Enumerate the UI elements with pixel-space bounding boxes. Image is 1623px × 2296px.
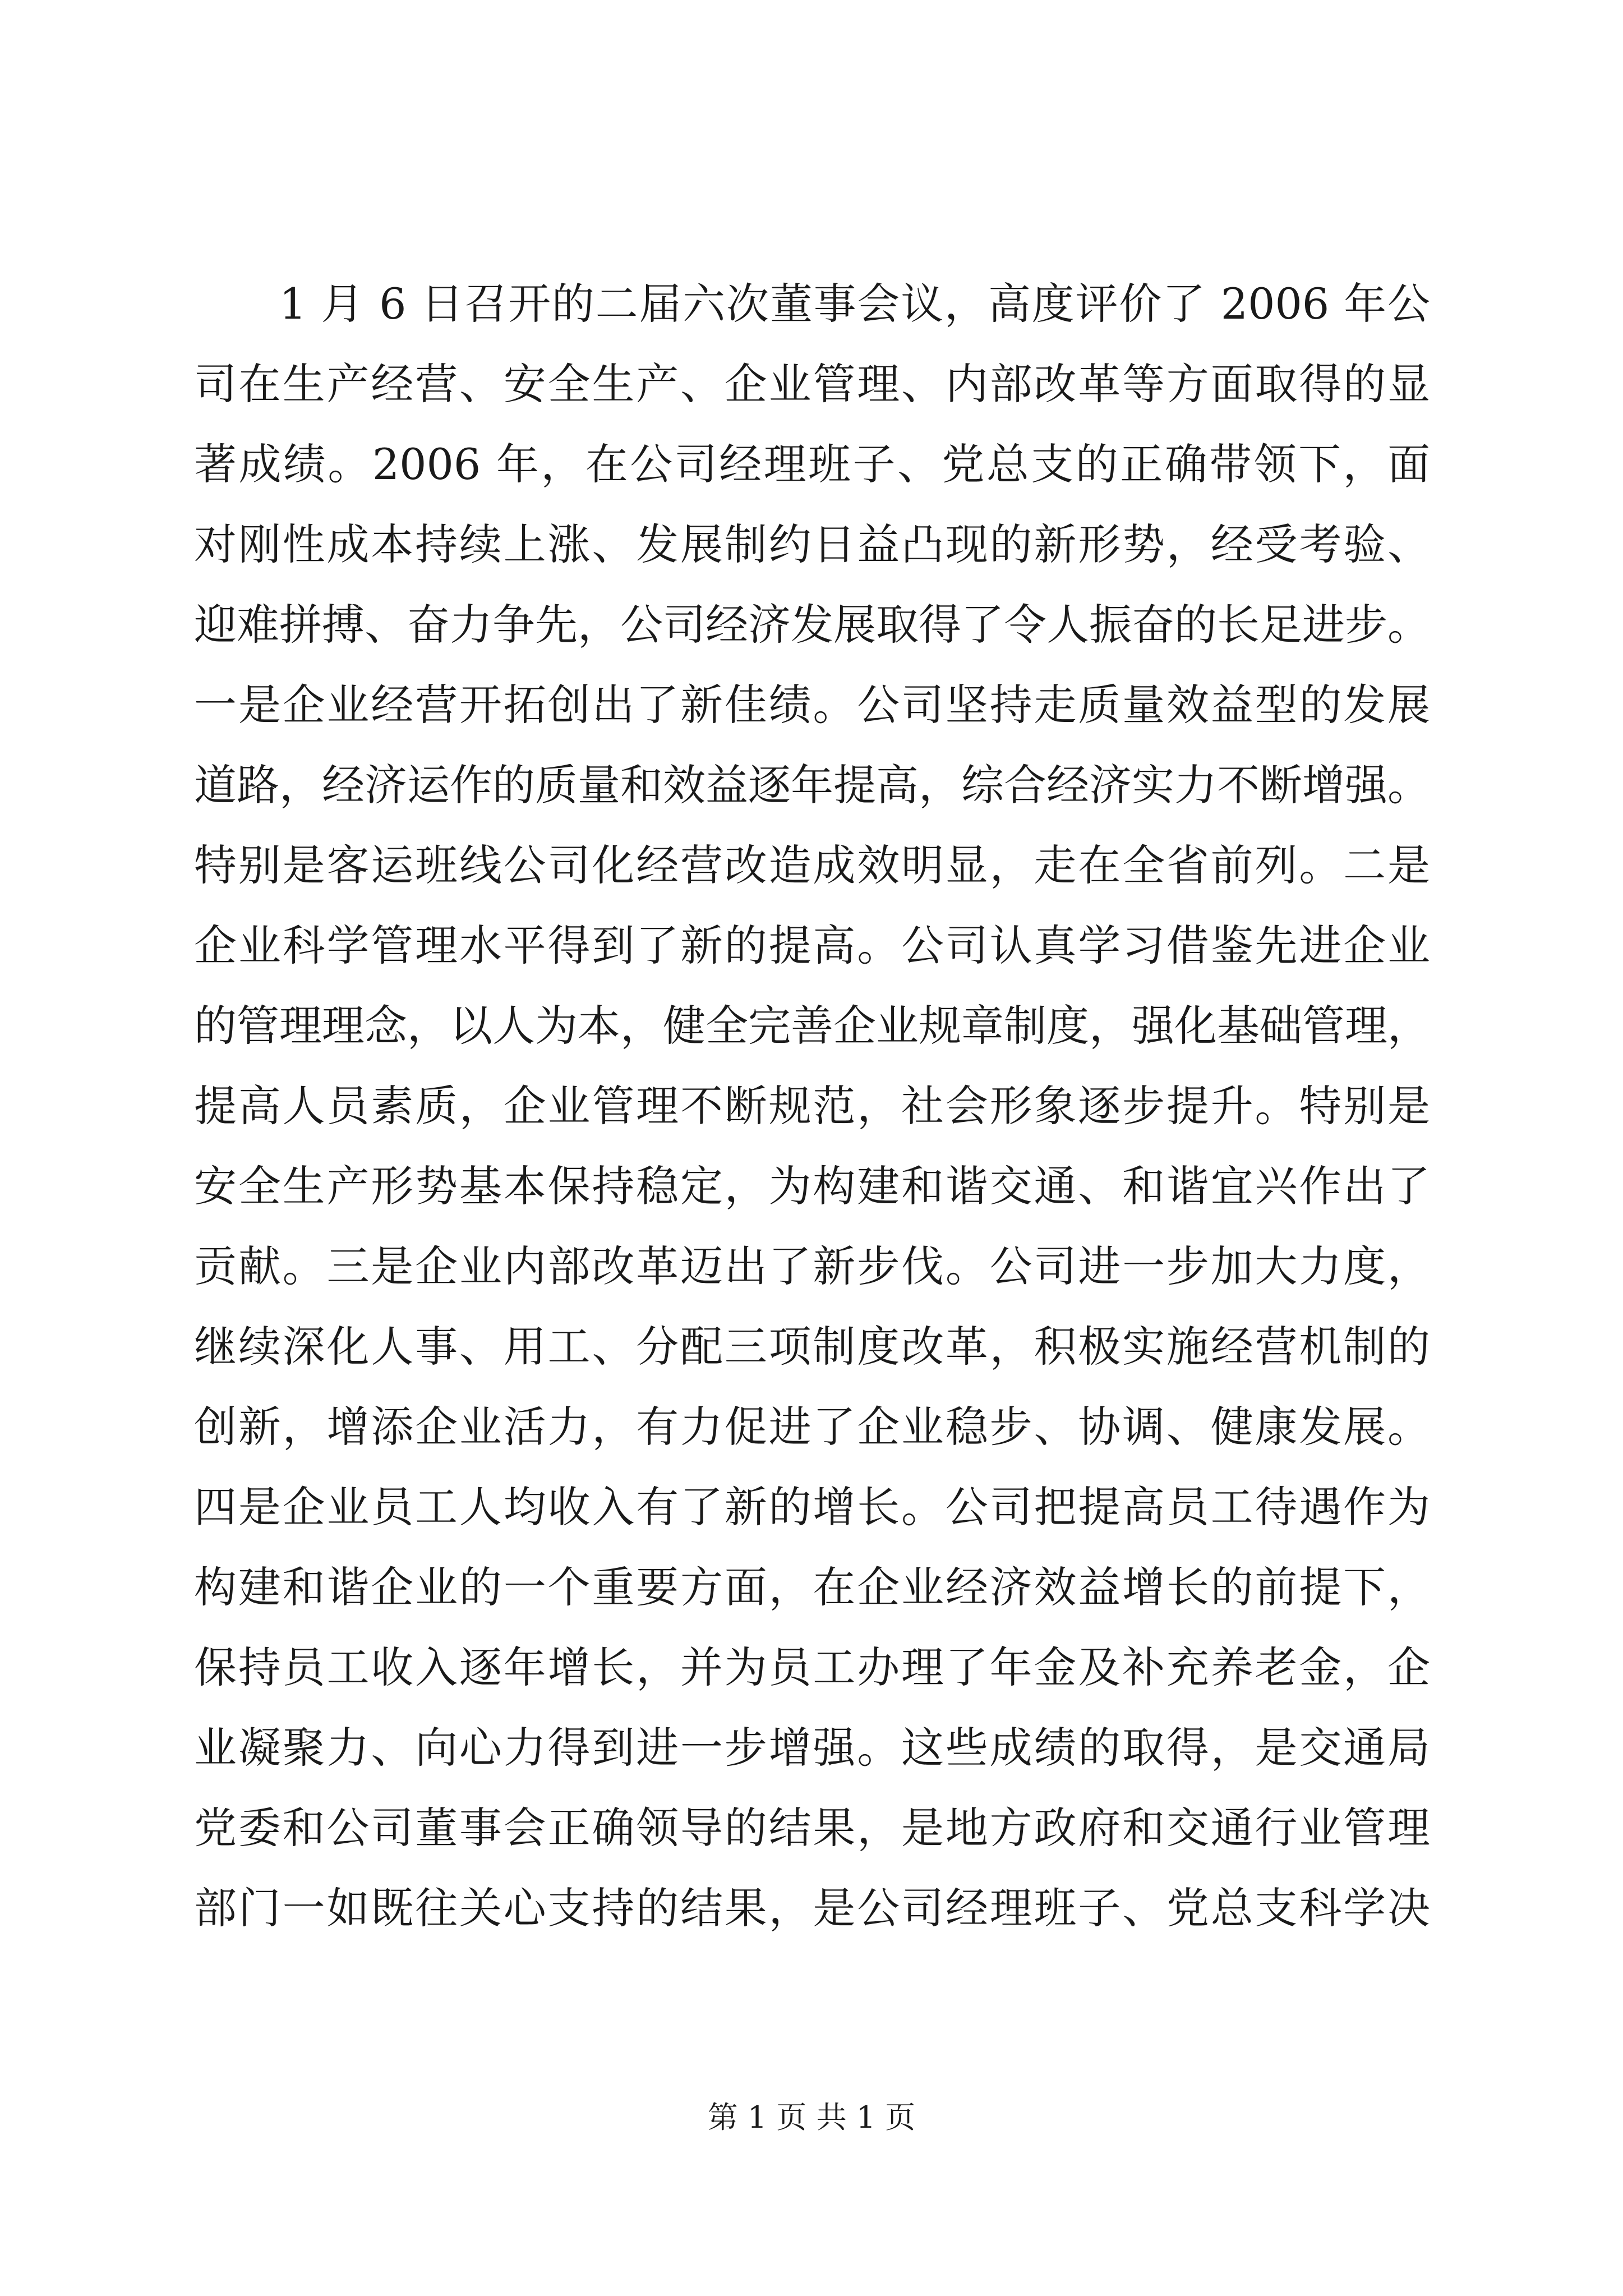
text-line: 创新，增添企业活力，有力促进了企业稳步、协调、健康发展。: [194, 1402, 1430, 1452]
text-line: 继续深化人事、用工、分配三项制度改革，积极实施经营机制的: [194, 1322, 1430, 1372]
page-number-footer: 第 1 页 共 1 页: [707, 2100, 916, 2135]
text-line: 对刚性成本持续上涨、发展制约日益凸现的新形势，经受考验、: [194, 519, 1430, 569]
text-line: 司在生产经营、安全生产、企业管理、内部改革等方面取得的显: [194, 359, 1430, 409]
text-line: 道路，经济运作的质量和效益逐年提高，综合经济实力不断增强。: [194, 760, 1430, 810]
text-line: 部门一如既往关心支持的结果，是公司经理班子、党总支科学决: [194, 1883, 1430, 1933]
text-line: 的管理理念，以人为本，健全完善企业规章制度，强化基础管理，: [194, 1001, 1430, 1051]
text-line: 提高人员素质，企业管理不断规范，社会形象逐步提升。特别是: [194, 1081, 1430, 1131]
text-line: 党委和公司董事会正确领导的结果，是地方政府和交通行业管理: [194, 1803, 1430, 1853]
text-line: 业凝聚力、向心力得到进一步增强。这些成绩的取得，是交通局: [194, 1723, 1430, 1773]
text-line: 安全生产形势基本保持稳定，为构建和谐交通、和谐宜兴作出了: [194, 1161, 1430, 1211]
text-line: 企业科学管理水平得到了新的提高。公司认真学习借鉴先进企业: [194, 921, 1430, 970]
text-line: 特别是客运班线公司化经营改造成效明显，走在全省前列。二是: [194, 840, 1430, 890]
text-line: 1 月 6 日召开的二届六次董事会议，高度评价了 2006 年公: [279, 279, 1430, 329]
text-line: 迎难拼搏、奋力争先，公司经济发展取得了令人振奋的长足进步。: [194, 600, 1430, 650]
text-line: 构建和谐企业的一个重要方面，在企业经济效益增长的前提下，: [194, 1562, 1430, 1612]
text-line: 保持员工收入逐年增长，并为员工办理了年金及补充养老金，企: [194, 1642, 1430, 1692]
text-line: 一是企业经营开拓创出了新佳绩。公司坚持走质量效益型的发展: [194, 680, 1430, 730]
text-line: 贡献。三是企业内部改革迈出了新步伐。公司进一步加大力度，: [194, 1241, 1430, 1291]
text-line: 四是企业员工人均收入有了新的增长。公司把提高员工待遇作为: [194, 1482, 1430, 1532]
document-body: [194, 264, 1430, 1948]
text-line: 著成绩。2006 年，在公司经理班子、党总支的正确带领下，面: [194, 439, 1430, 489]
